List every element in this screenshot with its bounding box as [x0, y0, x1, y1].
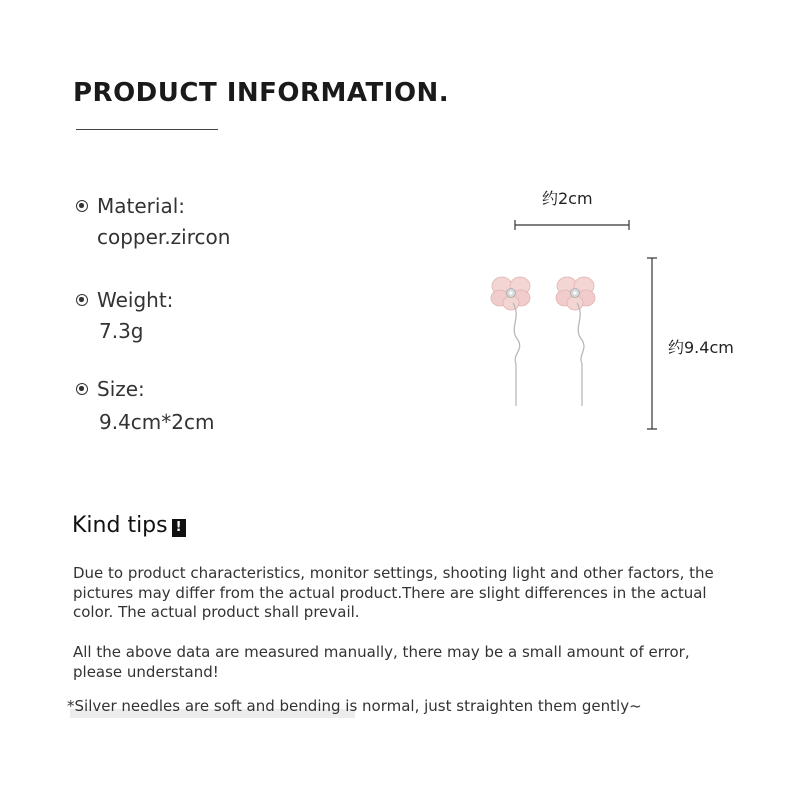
- height-dimension-line: [647, 258, 657, 429]
- spec-value: copper.zircon: [97, 225, 231, 249]
- measurement-paragraph: All the above data are measured manually, there may be a small amount of error, please understand!: [73, 643, 690, 681]
- left-wire: [513, 303, 520, 406]
- page-title: PRODUCT INFORMATION.: [73, 78, 450, 108]
- right-flower-icon: [556, 277, 595, 310]
- footnote: *Silver needles are soft and bending is normal, just straighten them gently~: [67, 697, 642, 715]
- kind-tips-heading: [72, 513, 186, 538]
- spec-label: Size:: [97, 377, 145, 401]
- spec-label: Weight:: [97, 288, 174, 312]
- width-dimension-label: 约2cm: [542, 189, 593, 208]
- right-wire: [577, 303, 584, 406]
- left-earring: [491, 277, 530, 406]
- spec-label: Material:: [97, 194, 185, 218]
- exclamation-icon: !: [172, 519, 186, 537]
- left-flower-icon: [491, 277, 530, 310]
- kind-tips-title: Kind tips: [72, 513, 168, 538]
- height-dimension-label: 约9.4cm: [668, 338, 734, 357]
- disclaimer-paragraph: Due to product characteristics, monitor settings, shooting light and other factors, the pictures may differ from the actual product.There are slight differences in the actual color. The actual product shall prevail.: [73, 564, 714, 621]
- spec-value: 7.3g: [99, 319, 144, 343]
- spec-value: 9.4cm*2cm: [99, 410, 215, 434]
- width-dimension-line: [515, 220, 629, 230]
- right-earring: [556, 277, 595, 406]
